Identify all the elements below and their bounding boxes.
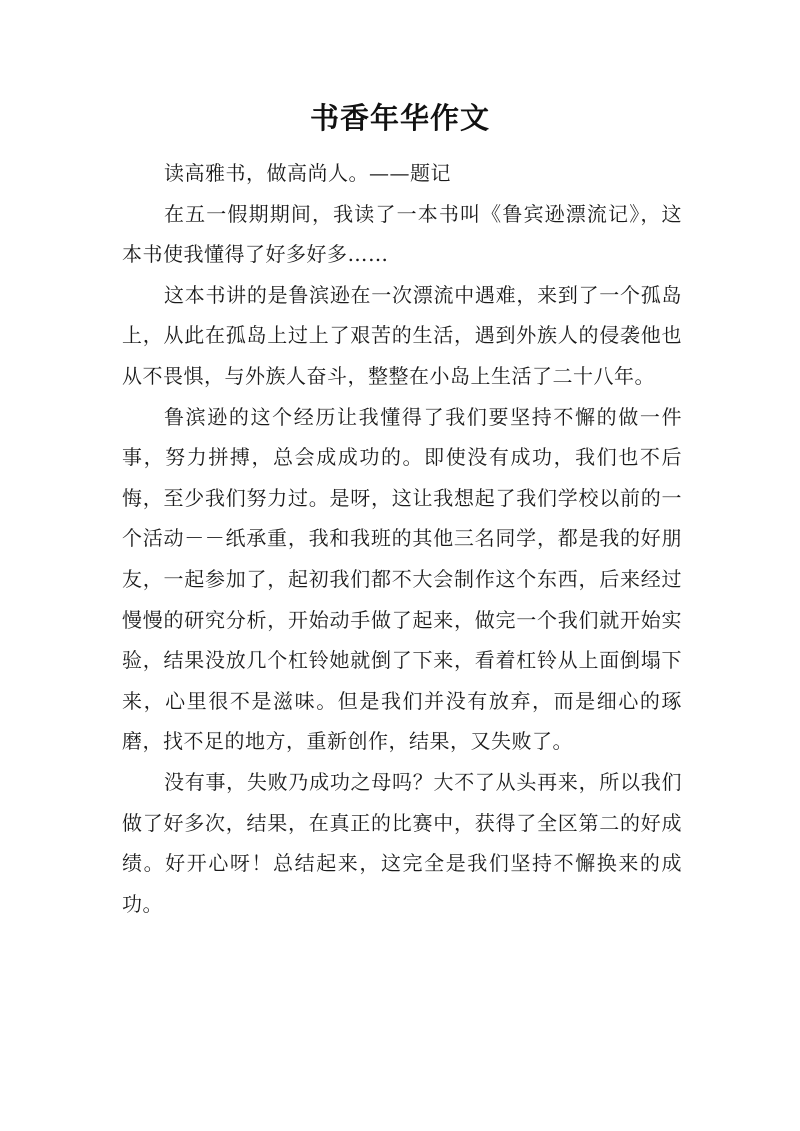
document-body bbox=[122, 153, 682, 924]
document-title: 书香年华作文 bbox=[309, 101, 490, 135]
paragraph: 没有事，失败乃成功之母吗？大不了从头再来，所以我们做了好多次，结果，在真正的比赛中，获得了全区第二的好成绩。好开心呀！总结起来，这完全是我们坚持不懈换来的成功。 bbox=[122, 769, 682, 916]
paragraph: 鲁滨逊的这个经历让我懂得了我们要坚持不懈的做一件事，努力拼搏，总会成成功的。即使没有成功，我们也不后悔，至少我们努力过。是呀，这让我想起了我们学校以前的一个活动－－纸承重，我和我班的其他三名同学，都是我的好朋友，一起参加了，起初我们都不大会制作这个东西，后来经过慢慢的研究分析，开始动手做了起来，做完一个我们就开始实验，结果没放几个杠铃她就倒了下来，看着杠铃从上面倒塌下来，心里很不是滋味。但是我们并没有放弃，而是细心的琢磨，找不足的地方，重新创作，结果，又失败了。 bbox=[122, 404, 682, 754]
paragraph: 这本书讲的是鲁滨逊在一次漂流中遇难，来到了一个孤岛上，从此在孤岛上过上了艰苦的生活，遇到外族人的侵袭他也从不畏惧，与外族人奋斗，整整在小岛上生活了二十八年。 bbox=[122, 282, 682, 388]
paragraph: 在五一假期期间，我读了一本书叫《鲁宾逊漂流记》，这本书使我懂得了好多好多…… bbox=[122, 201, 682, 267]
paragraph-epigraph: 读高雅书，做高尚人。——题记 bbox=[164, 161, 451, 185]
